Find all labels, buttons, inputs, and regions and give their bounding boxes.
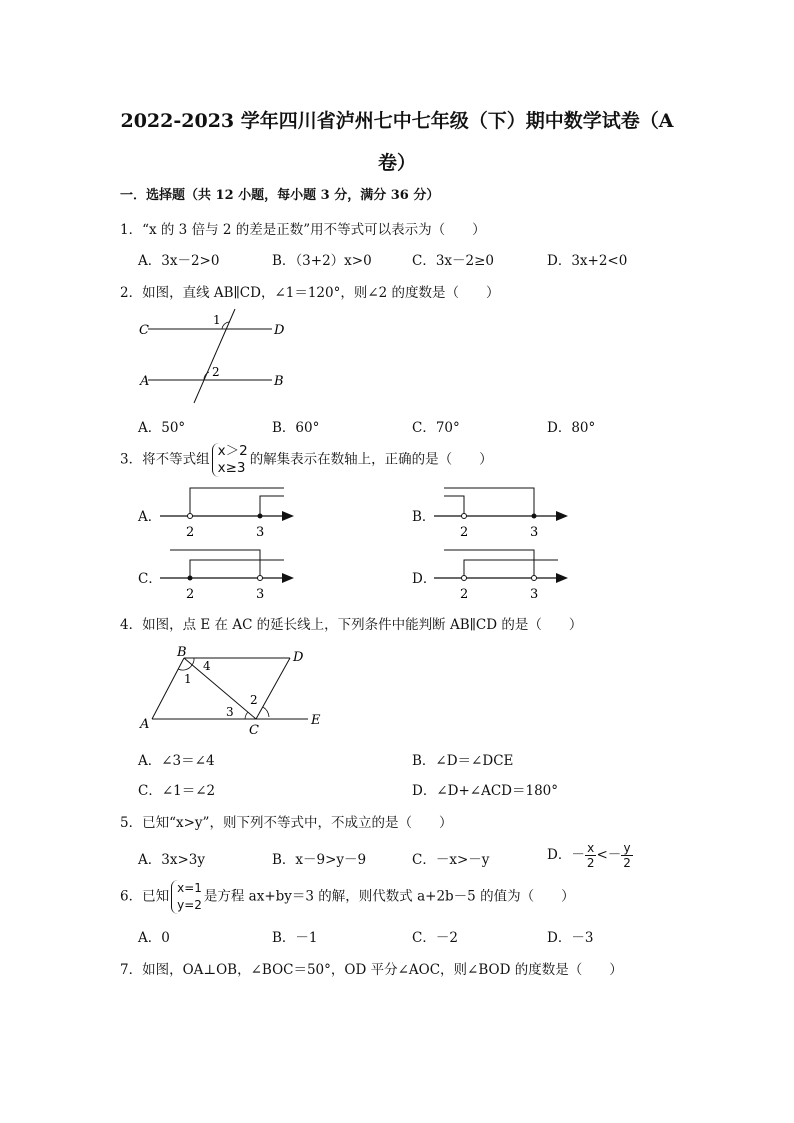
fraction-numerator-y: y [621, 841, 633, 856]
q3-option-d: D． [412, 571, 437, 587]
point-b-label: B [177, 645, 187, 660]
point-b-label: B [274, 374, 284, 389]
q2-figure [130, 305, 300, 410]
point-a-label: A [140, 717, 150, 732]
q6-equation-system [171, 880, 202, 914]
segment-bc [184, 658, 256, 719]
angle-3-arc [245, 712, 248, 719]
q2-option-d: D．80° [547, 420, 596, 436]
q3-option-b: B． [412, 509, 436, 525]
tick-label-3: 3 [530, 587, 539, 602]
q3-numberline-b [434, 484, 574, 542]
q6-sys-line1: x=1 [177, 881, 202, 895]
point-d-label: D [274, 323, 285, 338]
question-6-stem [120, 880, 575, 914]
q3-inequality-system [212, 443, 248, 477]
exam-title [60, 100, 734, 184]
q6-stem-pre: 6．已知 [120, 888, 170, 905]
question-2-stem: 2．如图，直线 AB∥CD，∠1＝120°，则∠2 的度数是（ ） [120, 285, 500, 301]
q2-option-a: A．50° [138, 420, 186, 436]
angle-2-label: 2 [212, 365, 220, 379]
q6-option-d: D．－3 [547, 930, 594, 946]
q3-stem-pre: 3．将不等式组 [120, 451, 210, 468]
q5-option-b: B．x－9>y－9 [272, 852, 367, 868]
point-c-label: C [249, 723, 259, 738]
tick-label-3: 3 [256, 587, 265, 602]
angle-1-label: 1 [213, 313, 221, 327]
q6-sys-line2: y=2 [177, 898, 202, 912]
question-4-stem: 4．如图，点 E 在 AC 的延长线上，下列条件中能判断 AB∥CD 的是（ ） [120, 617, 583, 633]
tick-label-2: 2 [186, 587, 195, 602]
fraction-denominator: 2 [586, 856, 595, 870]
q2-option-c: C．70° [412, 420, 460, 436]
q4-option-b: B．∠D＝∠DCE [412, 753, 514, 769]
tick-label-3: 3 [530, 525, 539, 540]
point-a-label: A [140, 374, 150, 389]
q6-stem-post: 是方程 ax+by＝3 的解，则代数式 a+2b－5 的值为（ ） [203, 888, 575, 905]
tick-label-2: 2 [186, 525, 195, 540]
q3-numberline-d [434, 546, 574, 604]
q6-option-b: B．－1 [272, 930, 318, 946]
q5-option-a: A．3x>3y [138, 852, 205, 868]
exam-title-line1: 2022-2023 学年四川省泸州七中七年级（下）期中数学试卷（A [120, 110, 674, 132]
angle-2-label: 2 [250, 693, 258, 707]
q3-sys-line2: x≥3 [217, 460, 246, 476]
fraction-denominator: 2 [623, 856, 631, 870]
point-d-label: D [293, 650, 304, 665]
angle-4-label: 4 [203, 659, 211, 673]
q3-stem-post: 的解集表示在数轴上，正确的是（ ） [249, 451, 493, 468]
question-3-stem [120, 443, 493, 477]
q5-option-d [547, 841, 633, 870]
q1-option-a: A．3x－2>0 [138, 253, 220, 269]
angle-1-label: 1 [184, 672, 192, 686]
q5-option-c: C．－x>－y [412, 852, 490, 868]
q1-option-c: C．3x－2≥0 [412, 253, 495, 269]
segment-cd [256, 658, 290, 719]
q5-d-middle: <－ [596, 847, 622, 863]
q6-option-c: C．－2 [412, 930, 458, 946]
angle-3-label: 3 [226, 705, 234, 719]
tick-label-3: 3 [256, 525, 265, 540]
tick-label-2: 2 [460, 525, 469, 540]
q3-numberline-c [160, 546, 300, 604]
q3-option-a: A． [138, 509, 162, 525]
question-5-stem: 5．已知“x>y”，则下列不等式中，不成立的是（ ） [120, 815, 453, 831]
q1-option-d: D．3x+2<0 [547, 253, 628, 269]
segment-ab [152, 658, 184, 719]
question-7-stem: 7．如图，OA⊥OB，∠BOC＝50°，OD 平分∠AOC，则∠BOD 的度数是（ ） [120, 962, 623, 978]
tick-label-2: 2 [460, 587, 469, 602]
point-c-label: C [139, 323, 149, 338]
q3-numberline-a [160, 484, 300, 542]
q5-d-prefix: D．－ [547, 847, 585, 863]
q2-option-b: B．60° [272, 420, 320, 436]
q4-option-a: A．∠3＝∠4 [138, 753, 215, 769]
question-1-stem: 1．“x 的 3 倍与 2 的差是正数”用不等式可以表示为（ ） [120, 222, 486, 238]
q4-option-c: C．∠1＝∠2 [138, 783, 216, 799]
section-heading: 一．选择题（共 12 小题，每小题 3 分，满分 36 分） [120, 188, 440, 203]
q3-option-c: C． [138, 571, 162, 587]
exam-title-line2: 卷） [377, 152, 416, 174]
fraction-x-over-2 [585, 841, 597, 870]
point-e-label: E [311, 713, 321, 728]
angle-2-arc [263, 707, 269, 717]
q3-sys-line1: x＞2 [217, 443, 248, 459]
q4-option-d: D．∠D+∠ACD＝180° [412, 783, 559, 799]
angle-4-arc [192, 658, 194, 665]
q1-option-b: B．（3+2）x>0 [272, 253, 372, 269]
fraction-numerator-x: x [585, 841, 597, 856]
fraction-y-over-2 [621, 841, 633, 870]
q6-option-a: A．0 [138, 930, 170, 946]
q4-figure [132, 640, 332, 740]
